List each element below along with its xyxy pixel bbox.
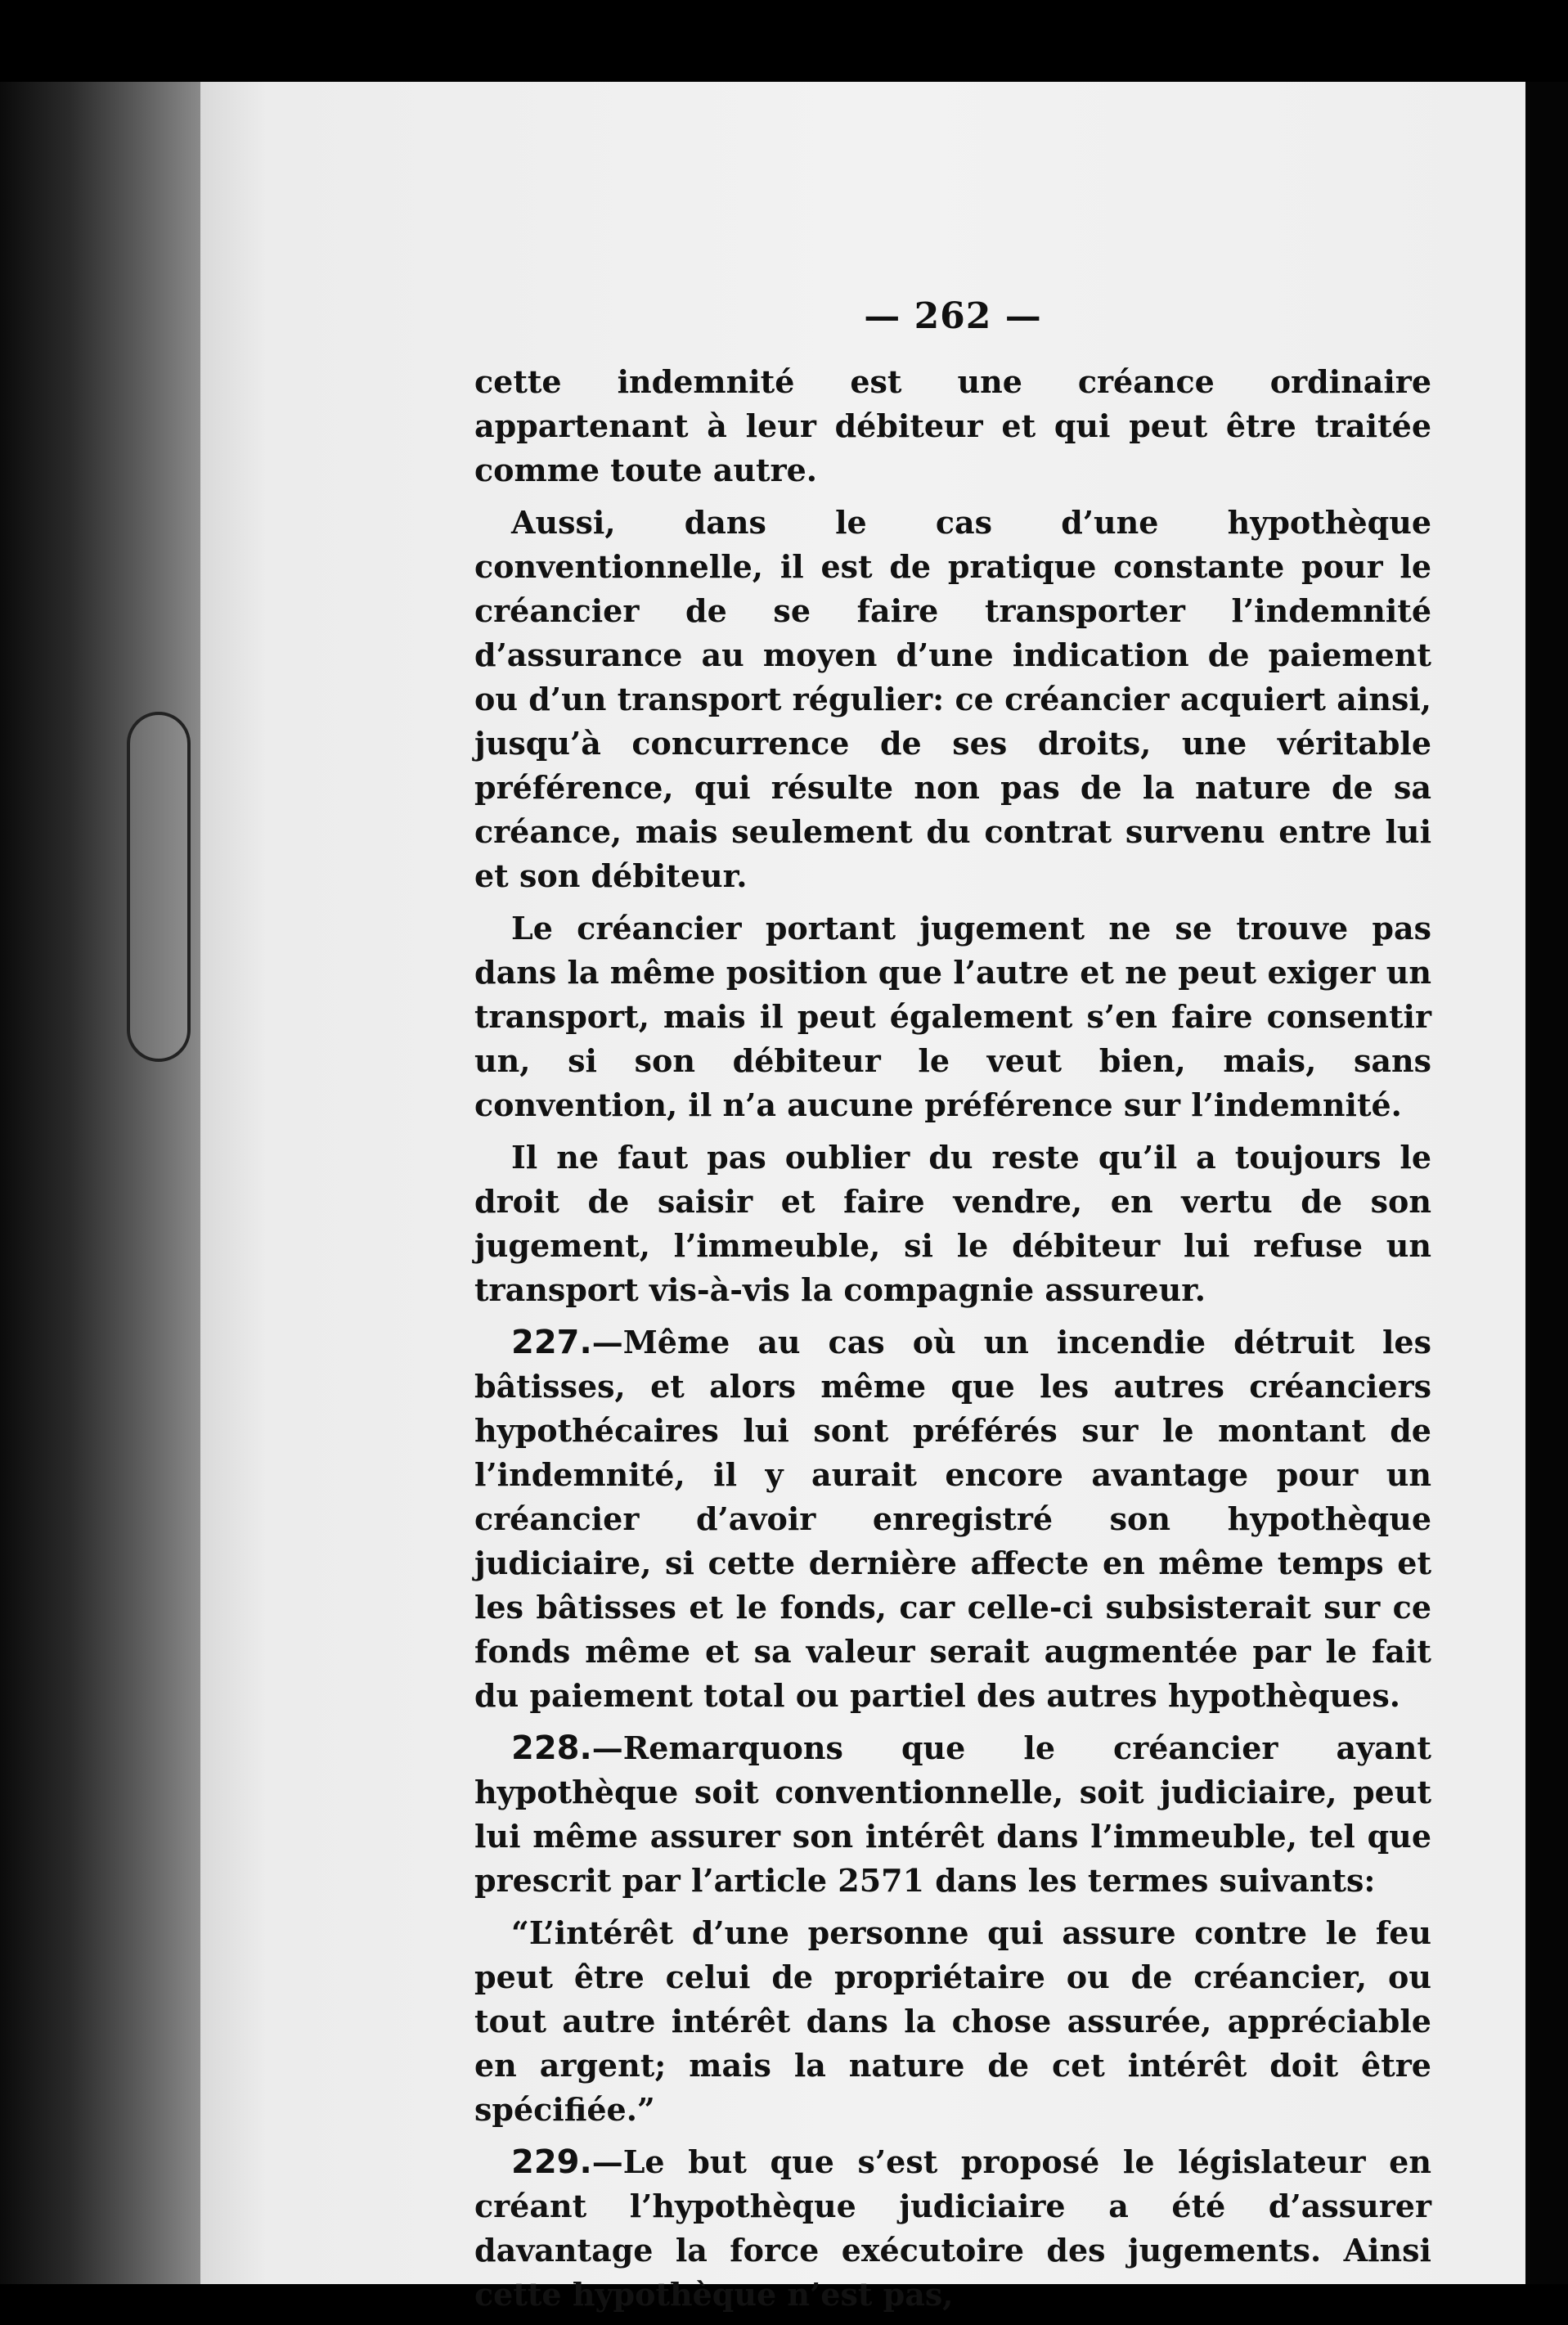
paragraph-text: Le créancier portant jugement ne se trouve pas dans la même position que l’autre et ne peut exiger un transport, mais il peut également s’en faire consentir un, si son débiteur le veut bien, mais, sans convention, il n’a aucune préférence sur l’indemnité. — [474, 910, 1431, 1123]
paragraph-text: Aussi, dans le cas d’une hypothèque conventionnelle, il est de pratique constante pour le créancier de se faire transporter l’indemnité d’assurance au moyen d’une indication de paiement ou d’un transport régulier: ce créancier acquiert ainsi, jusqu’à concurrence de ses droits, une véritable préférence, qui résulte non pas de la nature de sa créance, mais seulement du contrat survenu entre lui et son débiteur. — [474, 504, 1431, 894]
paragraph-text: cette indemnité est une créance ordinaire appartenant à leur débiteur et qui peut être traitée comme toute autre. — [474, 363, 1431, 488]
book-binding — [0, 82, 200, 2284]
right-scan-edge — [1525, 82, 1568, 2284]
page-number: — 262 — — [864, 295, 1042, 337]
library-stamp — [127, 712, 191, 1062]
paragraph-number: 227. — [511, 1324, 592, 1361]
paragraph-text: —Même au cas où un incendie détruit les bâtisses, et alors même que les autres créanciers hypothécaires lui sont préférés sur le montant de l’indemnité, il y aurait encore avantage pour un créancier d’avoir enregistré son hypothèque judiciaire, si cette dernière affecte en même temps et les bâtisses et le fonds, car celle-ci subsisterait sur ce fonds même et sa valeur serait augmentée par le fait du paiement total ou partiel des autres hypothèques. — [474, 1324, 1431, 1714]
paragraph-text: —Remarquons que le créancier ayant hypothèque soit conventionnelle, soit judiciaire, peut lui même assurer son intérêt dans l’immeuble, tel que prescrit par l’article 2571 dans les termes suivants: — [474, 1729, 1431, 1899]
numbered-paragraph-227 — [474, 1320, 1431, 1718]
paragraph — [474, 360, 1431, 492]
paragraph-number: 228. — [511, 1729, 592, 1767]
paragraph — [474, 1136, 1431, 1312]
paragraph-text: —Le but que s’est proposé le législateur en créant l’hypothèque judiciaire a été d’assurer davantage la force exécutoire des jugements. Ainsi cette hypothèque n’est pas, — [474, 2143, 1431, 2313]
paragraph — [474, 906, 1431, 1127]
numbered-paragraph-229 — [474, 2140, 1431, 2317]
page-text — [474, 295, 1431, 2325]
paragraph-text: “L’intérêt d’une personne qui assure contre le feu peut être celui de propriétaire ou de créancier, ou tout autre intérêt dans la chose assurée, appréciable en argent; mais la nature de cet intérêt doit être spécifiée.” — [474, 1914, 1431, 2128]
paragraph — [474, 501, 1431, 898]
paragraph-number: 229. — [511, 2143, 592, 2181]
paragraph-text: Il ne faut pas oublier du reste qu’il a toujours le droit de saisir et faire vendre, en vertu de son jugement, l’immeuble, si le débiteur lui refuse un transport vis-à-vis la compagnie assureur. — [474, 1139, 1431, 1308]
numbered-paragraph-228 — [474, 1726, 1431, 1903]
quoted-article — [474, 1911, 1431, 2132]
